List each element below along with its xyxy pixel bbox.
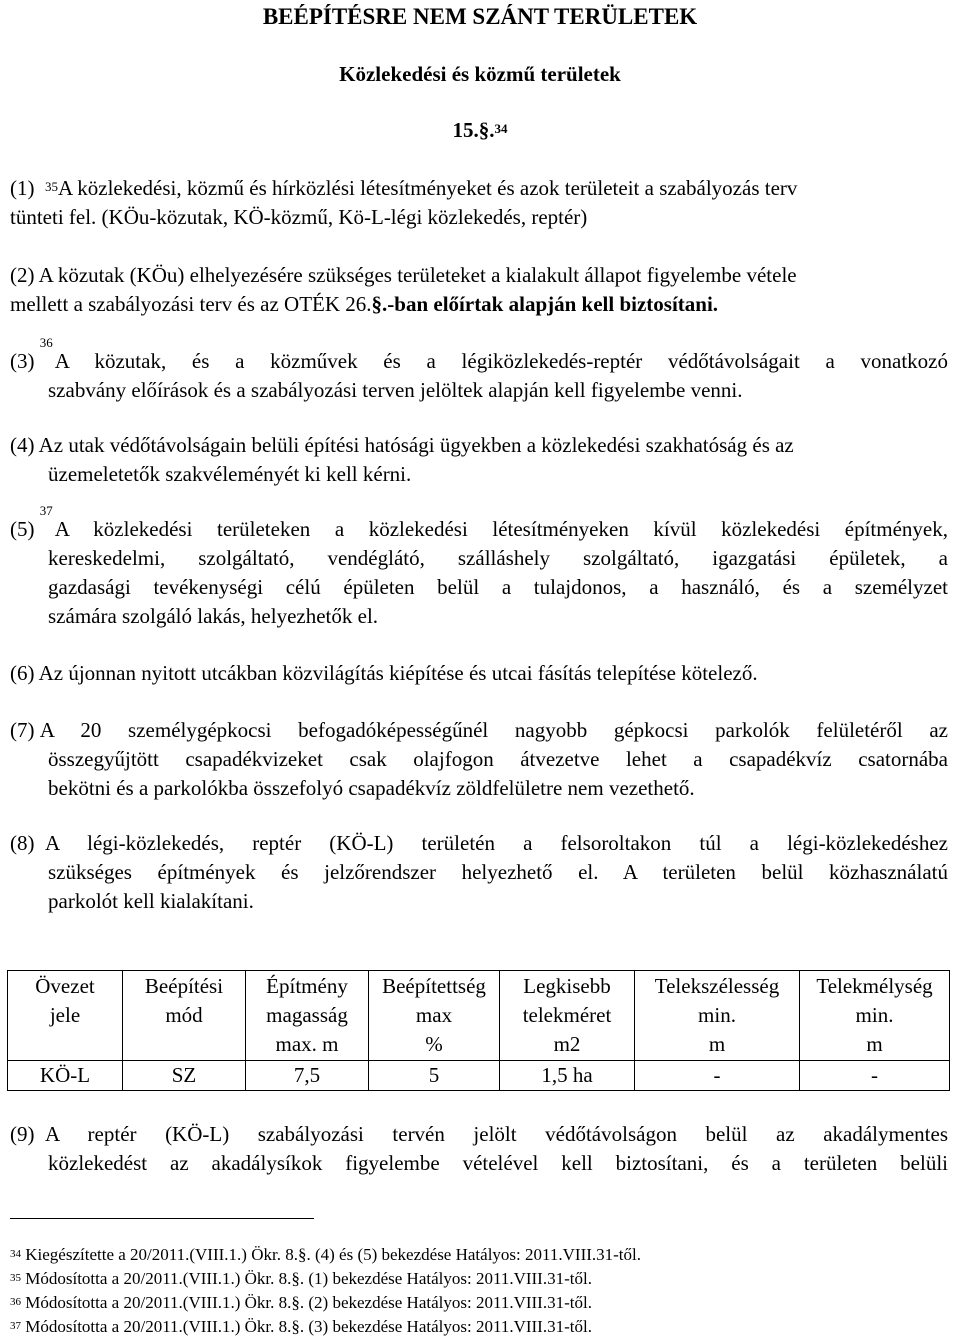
header-cell: Telekszélesség min. m: [635, 971, 800, 1061]
footnote-separator: [10, 1218, 314, 1219]
paragraph-5: [10, 503, 948, 631]
table-header-row: [8, 971, 950, 1061]
header-cell: Építmény magasság max. m: [246, 971, 369, 1061]
paragraph-9: [10, 1120, 948, 1178]
table-cell: 7,5: [246, 1061, 369, 1091]
paragraph-1-line2: tünteti fel. (KÖu-közutak, KÖ-közmű, Kö-L-légi közlekedés, reptér): [10, 205, 588, 229]
footnote-37: $^{37}$ Módosította a 20/2011.(VIII.1.) Ökr. 8.§. (3) bekezdése Hatályos: 2011.VIII.31-től.: [10, 1317, 592, 1336]
paragraph-7-line1: (7) A 20 személygépkocsi befogadóképességűnél nagyobb gépkocsi parkolók felületéről az: [10, 718, 948, 742]
header-cell: Beépítési mód: [123, 971, 246, 1061]
paragraph-5-line1: (5) $^{37}$ A közlekedési területeken a közlekedési létesítményeken kívül közlekedési építmények,: [10, 503, 948, 541]
zoning-table: [7, 970, 950, 1091]
paragraph-3: [10, 335, 948, 405]
bold-text: §.-ban előírtak alapján kell biztosítani.: [371, 292, 719, 316]
paragraph-4-line1: (4) Az utak védőtávolságain belüli építési hatósági ügyekben a közlekedési szakhatóság és az: [10, 433, 794, 457]
paragraph-3-line1: (3) $^{36}$ A közutak, és a közművek és a légiközlekedés-reptér védőtávolságait a vonatkozó: [10, 335, 948, 373]
table-cell: 5: [369, 1061, 500, 1091]
footnote-ref: 34: [494, 121, 508, 136]
paragraph-7: [10, 716, 948, 803]
paragraph-2-line2: mellett a szabályozási terv és az OTÉK 26.§.-ban előírtak alapján kell biztosítani.: [10, 292, 719, 316]
paragraph-4: [10, 431, 948, 489]
paragraph-8-line3: parkolót kell kialakítani.: [48, 889, 254, 913]
table-row: [8, 1061, 950, 1091]
header-cell: Övezet jele: [8, 971, 123, 1061]
paragraph-2: [10, 261, 948, 319]
header-cell: Telekmélység min. m: [800, 971, 950, 1061]
table-cell: SZ: [123, 1061, 246, 1091]
footnote-ref: 36: [39, 335, 53, 350]
subtitle: Közlekedési és közmű területek: [339, 62, 621, 86]
paragraph-9-line1: (9) A reptér (KÖ-L) szabályozási tervén jelölt védőtávolságon belül az akadálymentes: [10, 1122, 948, 1146]
paragraph-6: [10, 659, 948, 688]
footnote-36: $^{36}$ Módosította a 20/2011.(VIII.1.) Ökr. 8.§. (2) bekezdése Hatályos: 2011.VIII.31-től.: [10, 1293, 592, 1312]
paragraph-8-line2: szükséges építmények és jelzőrendszer helyezhető el. A területen belül közhasználatú: [48, 860, 948, 884]
table-cell: 1,5 ha: [500, 1061, 635, 1091]
table-cell: -: [800, 1061, 950, 1091]
paragraph-5-line4: számára szolgáló lakás, helyezhetők el.: [48, 604, 379, 628]
paragraph-4-line2: üzemeletetők szakvéleményét ki kell kérni.: [48, 462, 412, 486]
paragraph-7-line3: bekötni és a parkolókba összefolyó csapadékvíz zöldfelületre nem vezethető.: [48, 776, 695, 800]
main-title: BEÉPÍTÉSRE NEM SZÁNT TERÜLETEK: [262, 4, 698, 29]
paragraph-5-line2: kereskedelmi, szolgáltató, vendéglátó, szálláshely szolgáltató, igazgatási épületek, a: [48, 546, 948, 570]
paragraph-1-line1: (1) $^{35}$A közlekedési, közmű és hírközlési létesítményeket és azok területeit a szabályozás terv: [10, 176, 798, 200]
paragraph-2-line1: (2) A közutak (KÖu) elhelyezésére szükséges területeket a kialakult állapot figyelembe vétele: [10, 263, 797, 287]
paragraph-9-line2: közlekedést az akadálysíkok figyelembe vételével kell biztosítani, és a területen belüli: [48, 1151, 948, 1175]
paragraph-6-line1: (6) Az újonnan nyitott utcákban közvilágítás kiépítése és utcai fásítás telepítése kötelező.: [10, 661, 758, 685]
paragraph-7-line2: összegyűjtött csapadékvizeket csak olajfogon átvezetve lehet a csapadékvíz csatornába: [48, 747, 948, 771]
header-cell: Beépítettség max %: [369, 971, 500, 1061]
section-heading: [0, 116, 960, 145]
footnote-35: $^{35}$ Módosította a 20/2011.(VIII.1.) Ökr. 8.§. (1) bekezdése Hatályos: 2011.VIII.31-től.: [10, 1269, 592, 1288]
footnote-ref: 37: [39, 503, 53, 518]
section-number: 15.§.: [452, 118, 495, 142]
paragraph-3-line2: szabvány előírások és a szabályozási terven jelöltek alapján kell figyelembe venni.: [48, 378, 743, 402]
table-cell: KÖ-L: [8, 1061, 123, 1091]
paragraph-8-line1: (8) A légi-közlekedés, reptér (KÖ-L) területén a felsoroltakon túl a légi-közlekedéshez: [10, 831, 948, 855]
paragraph-8: [10, 829, 948, 916]
paragraph-1: [10, 174, 948, 232]
table-cell: -: [635, 1061, 800, 1091]
header-cell: Legkisebb telekméret m2: [500, 971, 635, 1061]
footnote-ref: 35: [45, 179, 58, 194]
footnote-34: $^{34}$ Kiegészítette a 20/2011.(VIII.1.) Ökr. 8.§. (4) és (5) bekezdése Hatályos: 2011.VIII.31-től.: [10, 1245, 641, 1264]
paragraph-5-line3: gazdasági tevékenységi célú épületen belül a tulajdonos, a használó, és a személyzet: [48, 575, 948, 599]
